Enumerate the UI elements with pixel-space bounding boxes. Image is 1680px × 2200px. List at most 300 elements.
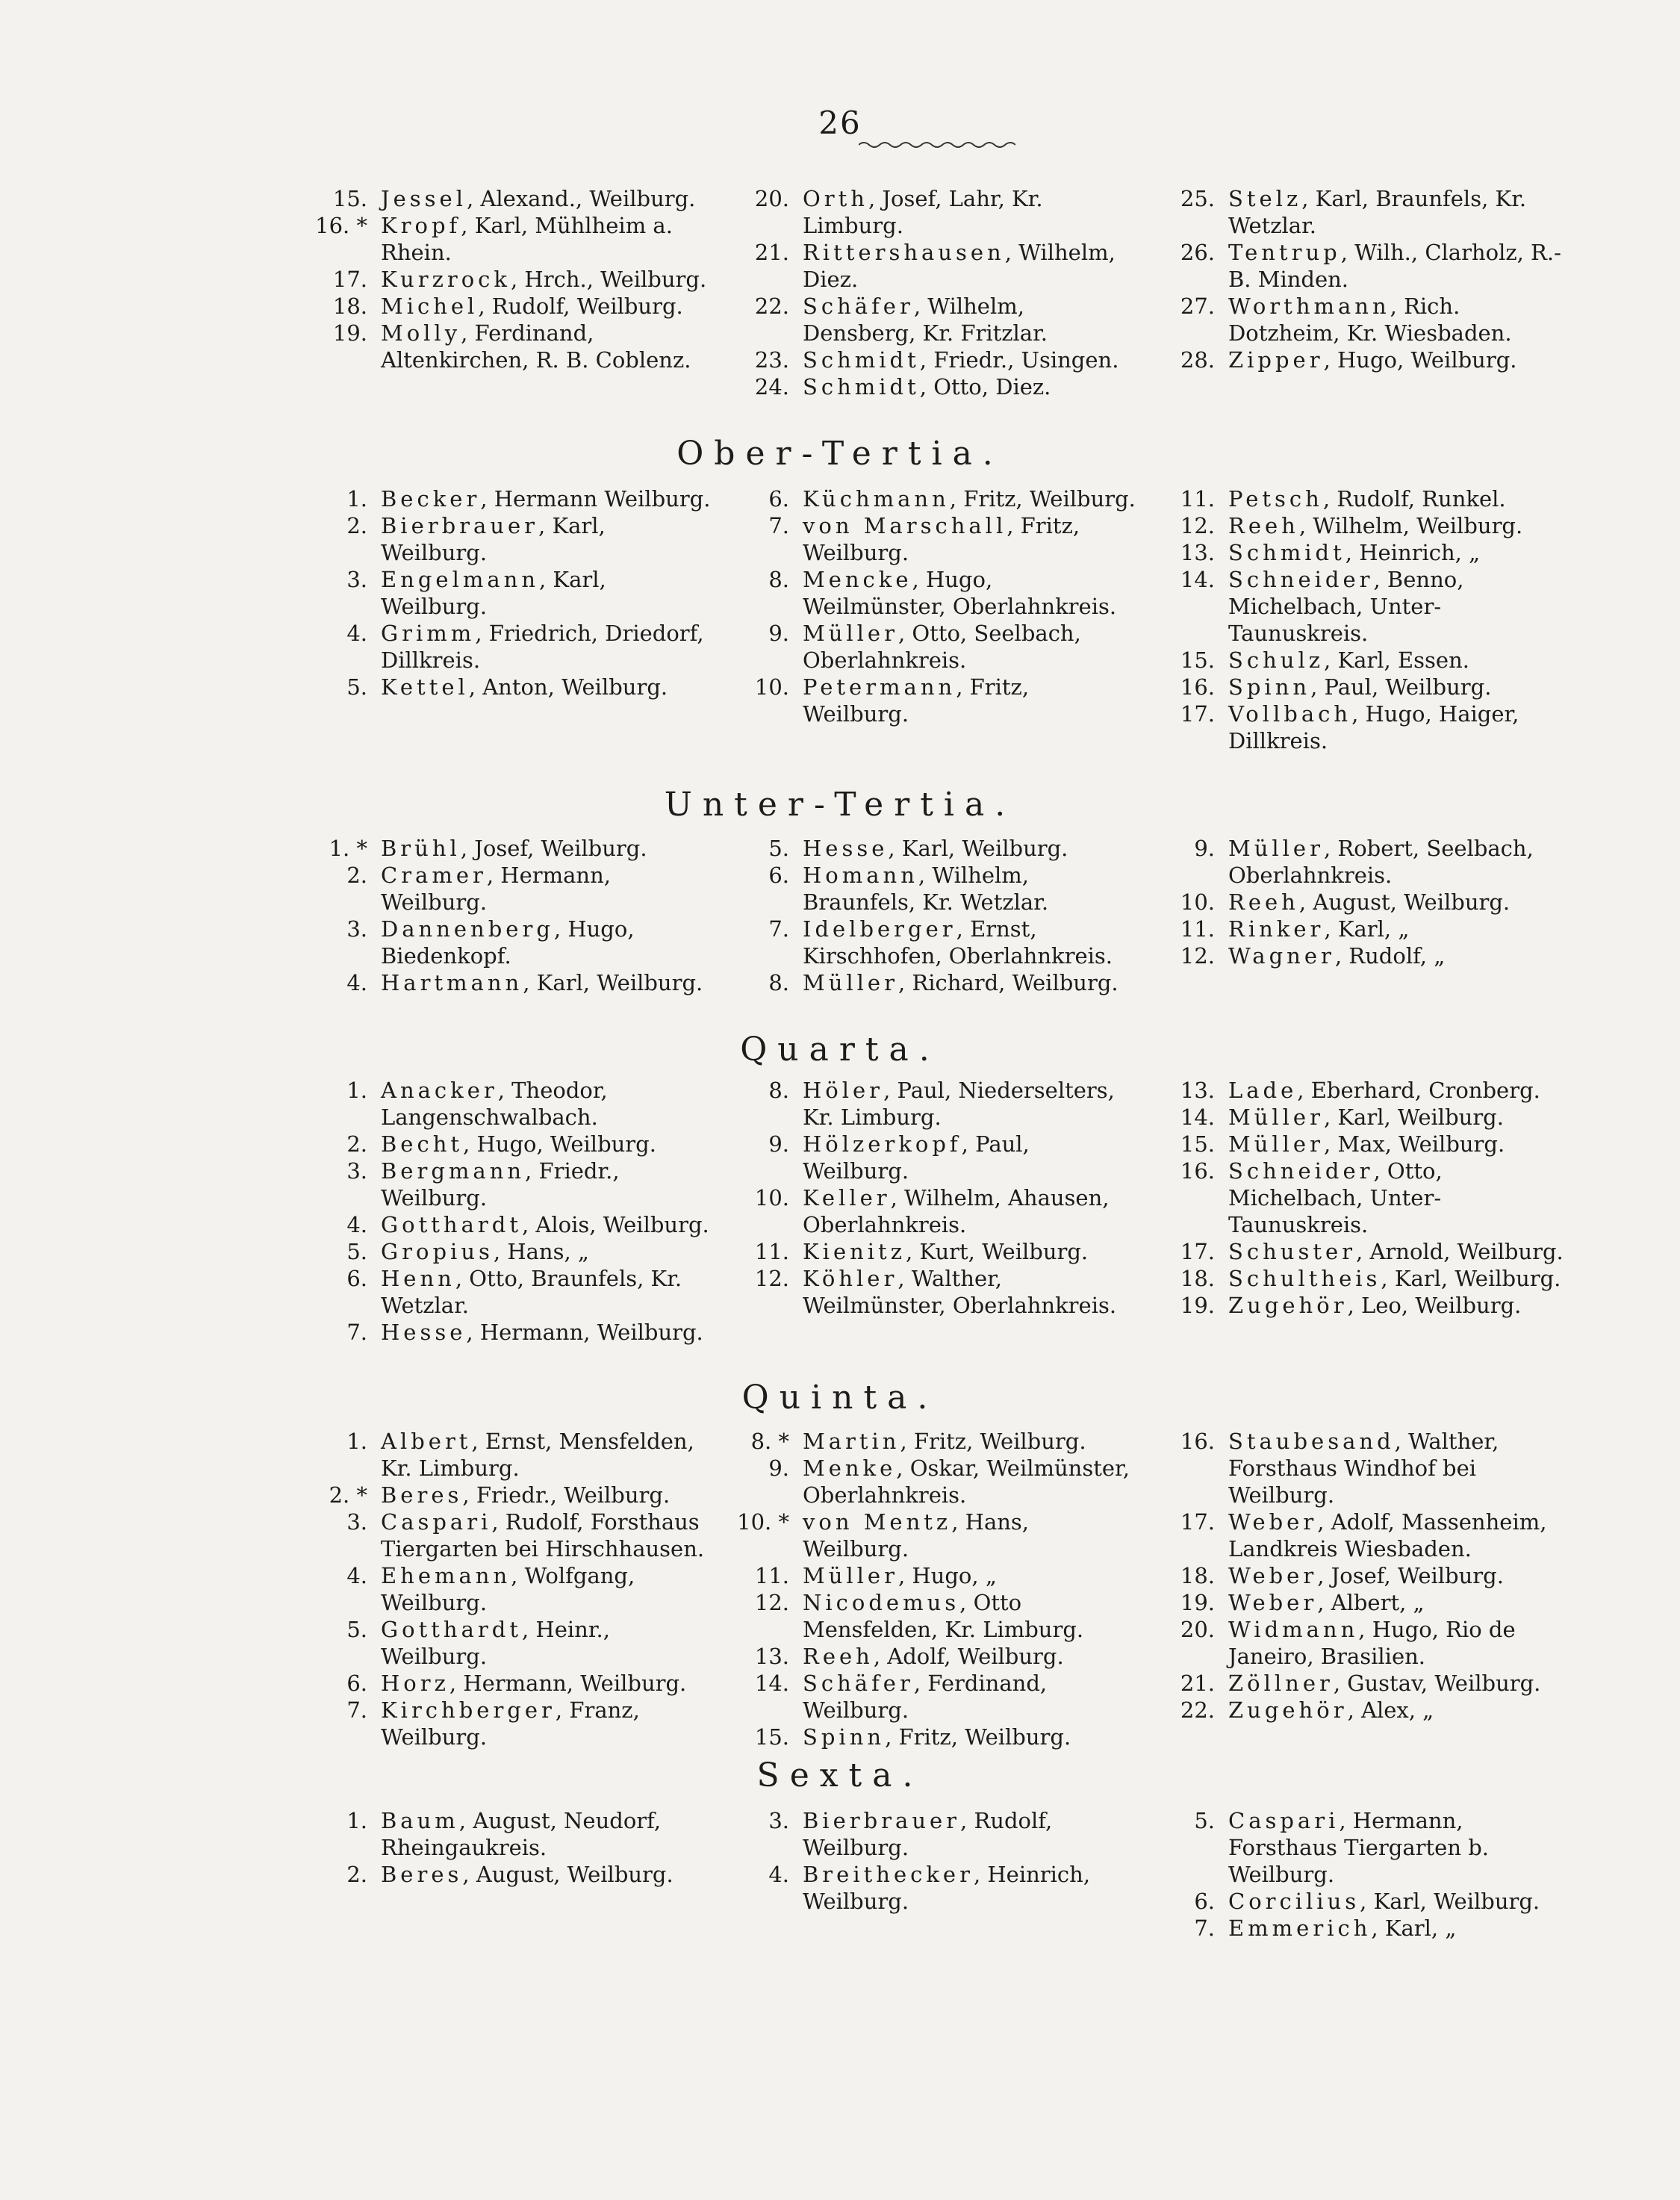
details: , Wilhelm, Weilburg. — [1298, 513, 1523, 538]
student-entry — [1161, 1158, 1564, 1238]
student-entry — [1161, 1888, 1564, 1915]
details: , Karl, Weilburg. — [888, 836, 1068, 861]
student-entry — [735, 1077, 1139, 1131]
entry-number: 26. — [1180, 240, 1215, 265]
surname: Gotthardt — [381, 1212, 522, 1237]
details: , Ernst, Mensfelden, Kr. Limburg. — [381, 1429, 694, 1481]
details: , Fritz, Weilburg. — [900, 1429, 1086, 1454]
student-entry — [314, 185, 717, 212]
entry-number: 8. * — [750, 1429, 789, 1454]
student-entry — [1161, 1131, 1564, 1158]
entry-number: 14. — [754, 1671, 789, 1696]
details: , Fritz, Weilburg. — [885, 1724, 1071, 1750]
entry-number: 8. — [768, 567, 789, 592]
surname: Nicodemus — [803, 1590, 960, 1615]
student-entry — [735, 835, 1139, 862]
student-entry — [1161, 566, 1564, 647]
entry-number: 2. — [346, 1862, 367, 1887]
student-entry — [314, 266, 717, 293]
surname: Köhler — [803, 1266, 898, 1291]
details: , Karl, Weilburg. — [381, 567, 606, 619]
student-entry — [735, 1131, 1139, 1184]
details: , Ernst, Kirschhofen, Oberlahnkreis. — [803, 916, 1113, 969]
student-entry — [735, 1643, 1139, 1670]
student-entry — [1161, 1697, 1564, 1724]
surname: Petermann — [803, 674, 956, 700]
surname: Weber — [1228, 1590, 1318, 1615]
section-title-ober-tertia: Ober-Tertia. — [676, 435, 1004, 473]
surname: Kropf — [381, 213, 461, 238]
details: , Hrch., Weilburg. — [510, 267, 707, 292]
surname: Brühl — [381, 836, 461, 861]
surname: Emmerich — [1228, 1915, 1372, 1941]
details: , Arnold, Weilburg. — [1356, 1239, 1564, 1264]
entry-number: 7. — [1194, 1915, 1215, 1941]
entry-number: 4. — [346, 1212, 367, 1237]
student-entry — [314, 969, 717, 996]
entry-number: 11. — [754, 1239, 789, 1264]
entry-number: 14. — [1180, 1104, 1215, 1130]
student-entry — [1161, 1508, 1564, 1562]
surname: Molly — [381, 320, 461, 346]
entry-number: 8. — [768, 1078, 789, 1103]
entry-number: 16. — [1180, 1158, 1215, 1184]
surname: Schäfer — [803, 293, 914, 319]
student-entry — [735, 485, 1139, 512]
entry-number: 12. — [1180, 513, 1215, 538]
surname: Dannenberg — [381, 916, 554, 942]
surname: Rinker — [1228, 916, 1325, 942]
details: , Richard, Weilburg. — [897, 970, 1119, 995]
student-entry — [735, 1724, 1139, 1750]
entry-number: 11. — [1180, 486, 1215, 512]
details: , Wolfgang, Weilburg. — [381, 1563, 635, 1615]
entry-number: 3. — [346, 567, 367, 592]
surname: Bierbrauer — [381, 513, 539, 538]
entry-number: 4. — [346, 970, 367, 995]
surname: Bierbrauer — [803, 1808, 961, 1833]
student-entry — [735, 1589, 1139, 1643]
entry-number: 16. * — [315, 213, 367, 238]
student-entry — [1161, 1077, 1564, 1104]
student-entry — [314, 862, 717, 916]
entry-number: 12. — [1180, 943, 1215, 969]
surname: Schuster — [1228, 1239, 1357, 1264]
surname: Idelberger — [803, 916, 956, 942]
surname: Baum — [381, 1808, 459, 1833]
details: , Otto, Braunfels, Kr. Wetzlar. — [381, 1266, 682, 1318]
entry-number: 19. — [1180, 1293, 1215, 1318]
surname: Schmidt — [803, 347, 920, 373]
details: , Hermann, Weilburg. — [466, 1320, 703, 1345]
column — [735, 185, 1139, 400]
surname: Schultheis — [1228, 1266, 1381, 1291]
entry-number: 9. — [1194, 836, 1215, 861]
surname: Becht — [381, 1131, 464, 1157]
details: , Walther, Weilmünster, Oberlahnkreis. — [803, 1266, 1117, 1318]
column — [1161, 485, 1564, 754]
column — [735, 1077, 1139, 1319]
details: , Karl, Weilburg. — [1360, 1889, 1540, 1914]
entry-number: 6. — [768, 863, 789, 888]
entry-number: 4. — [346, 1563, 367, 1588]
entry-number: 16. — [1180, 674, 1215, 700]
entry-number: 6. — [346, 1266, 367, 1291]
details: , August, Neudorf, Rheingaukreis. — [381, 1808, 662, 1860]
entry-number: 1. — [346, 1078, 367, 1103]
surname: Horz — [381, 1671, 449, 1696]
entry-number: 5. — [346, 1239, 367, 1264]
surname: Beres — [381, 1862, 463, 1887]
surname: Spinn — [1228, 674, 1311, 700]
surname: Ehemann — [381, 1563, 511, 1588]
surname: Hartmann — [381, 970, 523, 995]
surname: Schmidt — [1228, 540, 1345, 565]
surname: von Marschall — [803, 513, 1007, 538]
entry-number: 7. — [346, 1320, 367, 1345]
entry-number: 18. — [1180, 1266, 1215, 1291]
student-entry — [314, 1238, 717, 1265]
details: , Hermann, Forsthaus Tiergarten b. Weilburg. — [1228, 1808, 1489, 1887]
surname: Cramer — [381, 863, 487, 888]
student-entry — [314, 916, 717, 969]
entry-number: 6. — [768, 486, 789, 512]
student-entry — [735, 1184, 1139, 1238]
entry-number: 7. — [768, 513, 789, 538]
entry-number: 17. — [1180, 1239, 1215, 1264]
entry-number: 10. — [754, 674, 789, 700]
details: , Rudolf, Weilburg. — [478, 293, 683, 319]
student-entry — [735, 1670, 1139, 1724]
column — [735, 485, 1139, 727]
entry-number: 3. — [346, 1509, 367, 1535]
entry-number: 21. — [1180, 1671, 1215, 1696]
student-entry — [1161, 1616, 1564, 1670]
entry-number: 17. — [1180, 701, 1215, 727]
surname: Müller — [803, 621, 898, 646]
details: , Hugo, Weilmünster, Oberlahnkreis. — [803, 567, 1117, 619]
surname: Engelmann — [381, 567, 539, 592]
student-entry — [314, 485, 717, 512]
entry-number: 28. — [1180, 347, 1215, 373]
student-entry — [1161, 1265, 1564, 1292]
student-entry — [735, 293, 1139, 347]
entry-number: 2. — [346, 863, 367, 888]
surname: Hölzerkopf — [803, 1131, 962, 1157]
entry-number: 22. — [754, 293, 789, 319]
student-entry — [1161, 512, 1564, 539]
column — [735, 835, 1139, 996]
surname: Keller — [803, 1185, 891, 1211]
details: , Fritz, Weilburg. — [803, 674, 1030, 727]
details: , August, Weilburg. — [462, 1862, 673, 1887]
surname: Rittershausen — [803, 240, 1005, 265]
details: , Paul, Niederselters, Kr. Limburg. — [803, 1078, 1115, 1130]
surname: Stelz — [1228, 186, 1302, 211]
surname: Kienitz — [803, 1239, 906, 1264]
details: , Hermann, Weilburg. — [449, 1671, 687, 1696]
surname: Caspari — [1228, 1808, 1340, 1833]
section-title-sexta: Sexta. — [756, 1756, 924, 1795]
surname: Mencke — [803, 567, 912, 592]
student-entry — [1161, 835, 1564, 889]
student-entry — [1161, 1104, 1564, 1131]
surname: Becker — [381, 486, 481, 512]
details: , Karl, Weilburg. — [523, 970, 703, 995]
surname: Jessel — [381, 186, 467, 211]
surname: Martin — [803, 1429, 900, 1454]
student-entry — [314, 566, 717, 620]
entry-number: 14. — [1180, 567, 1215, 592]
student-entry — [314, 1616, 717, 1670]
surname: Kettel — [381, 674, 469, 700]
details: , Alexand., Weilburg. — [467, 186, 696, 211]
details: , Oskar, Weilmünster, Oberlahnkreis. — [803, 1455, 1130, 1508]
entry-number: 4. — [768, 1862, 789, 1887]
student-entry — [314, 620, 717, 674]
entry-number: 10. — [754, 1185, 789, 1211]
details: , Rudolf, Forsthaus Tiergarten bei Hirschhausen. — [381, 1509, 705, 1562]
student-entry — [1161, 1915, 1564, 1942]
surname: Schneider — [1228, 567, 1374, 592]
details: , Rich. Dotzheim, Kr. Wiesbaden. — [1228, 293, 1512, 346]
details: , Rudolf, Weilburg. — [803, 1808, 1053, 1860]
details: , Fritz, Weilburg. — [949, 486, 1136, 512]
student-entry — [1161, 1670, 1564, 1697]
entry-number: 9. — [768, 1455, 789, 1481]
student-entry — [735, 566, 1139, 620]
surname: Grimm — [381, 621, 476, 646]
student-entry — [1161, 539, 1564, 566]
student-entry — [314, 212, 717, 266]
details: , Heinr., Weilburg. — [381, 1617, 610, 1669]
surname: Müller — [803, 1563, 898, 1588]
entry-number: 4. — [346, 621, 367, 646]
student-entry — [735, 1562, 1139, 1589]
entry-number: 24. — [754, 374, 789, 400]
student-entry — [735, 373, 1139, 400]
student-entry — [735, 862, 1139, 916]
student-entry — [735, 239, 1139, 293]
student-entry — [735, 185, 1139, 239]
student-entry — [1161, 1292, 1564, 1319]
section-title-unter-tertia: Unter-Tertia. — [664, 786, 1016, 824]
surname: Schulz — [1228, 647, 1325, 673]
surname: Lade — [1228, 1078, 1298, 1103]
student-entry — [1161, 239, 1564, 293]
details: , Leo, Weilburg. — [1347, 1293, 1522, 1318]
column — [314, 1077, 717, 1346]
student-entry — [314, 1861, 717, 1888]
student-entry — [314, 1562, 717, 1616]
student-entry — [1161, 674, 1564, 700]
student-entry — [314, 1482, 717, 1508]
column — [314, 485, 717, 700]
entry-number: 6. — [1194, 1889, 1215, 1914]
student-entry — [735, 620, 1139, 674]
entry-number: 9. — [768, 1131, 789, 1157]
surname: Spinn — [803, 1724, 886, 1750]
ornament-wave — [859, 139, 1015, 151]
student-entry — [1161, 1807, 1564, 1888]
details: , Benno, Michelbach, Unter-Taunuskreis. — [1228, 567, 1464, 646]
student-entry — [735, 1861, 1139, 1915]
student-entry — [1161, 1562, 1564, 1589]
entry-number: 5. — [346, 674, 367, 700]
details: , Wilhelm, Diez. — [803, 240, 1116, 292]
student-entry — [314, 1158, 717, 1211]
entry-number: 8. — [768, 970, 789, 995]
student-entry — [1161, 647, 1564, 674]
surname: Reeh — [803, 1644, 874, 1669]
student-entry — [1161, 916, 1564, 942]
entry-number: 3. — [346, 1158, 367, 1184]
surname: Staubesand — [1228, 1429, 1395, 1454]
student-entry — [314, 1697, 717, 1750]
surname: Schäfer — [803, 1671, 914, 1696]
surname: Zipper — [1228, 347, 1324, 373]
surname: Müller — [803, 970, 898, 995]
entry-number: 15. — [1180, 1131, 1215, 1157]
entry-number: 20. — [754, 186, 789, 211]
entry-number: 10. — [1180, 889, 1215, 915]
entry-number: 6. — [346, 1671, 367, 1696]
details: , Heinrich, Weilburg. — [803, 1862, 1091, 1914]
surname: Zugehör — [1228, 1293, 1348, 1318]
details: , Karl, „ — [1324, 916, 1410, 942]
column — [735, 1807, 1139, 1915]
entry-number: 1. — [346, 1429, 367, 1454]
student-entry — [314, 1428, 717, 1482]
entry-number: 17. — [1180, 1509, 1215, 1535]
surname: Breithecker — [803, 1862, 974, 1887]
student-entry — [314, 1319, 717, 1346]
entry-number: 19. — [332, 320, 367, 346]
student-entry — [314, 320, 717, 373]
details: , Kurt, Weilburg. — [906, 1239, 1089, 1264]
surname: Zöllner — [1228, 1671, 1334, 1696]
surname: Zugehör — [1228, 1697, 1348, 1723]
surname: Vollbach — [1228, 701, 1352, 727]
surname: Müller — [1228, 836, 1324, 861]
entry-number: 25. — [1180, 186, 1215, 211]
surname: Reeh — [1228, 513, 1299, 538]
column — [1161, 835, 1564, 969]
surname: Gropius — [381, 1239, 494, 1264]
student-entry — [735, 1455, 1139, 1508]
surname: Widmann — [1228, 1617, 1359, 1642]
details: , Wilh., Clarholz, R.-B. Minden. — [1228, 240, 1561, 292]
details: , Gustav, Weilburg. — [1333, 1671, 1541, 1696]
column — [735, 1428, 1139, 1750]
details: , Josef, Weilburg. — [460, 836, 647, 861]
student-entry — [1161, 700, 1564, 754]
student-entry — [314, 293, 717, 320]
surname: Höler — [803, 1078, 884, 1103]
details: , Eberhard, Cronberg. — [1297, 1078, 1540, 1103]
details: , Heinrich, „ — [1345, 540, 1481, 565]
details: , Hugo, Rio de Janeiro, Brasilien. — [1228, 1617, 1516, 1669]
student-entry — [1161, 1589, 1564, 1616]
details: , Hugo, Weilburg. — [1323, 347, 1517, 373]
student-entry — [314, 1807, 717, 1861]
student-entry — [314, 1131, 717, 1158]
student-entry — [735, 1428, 1139, 1455]
details: , Alex, „ — [1347, 1697, 1434, 1723]
surname: Albert — [381, 1429, 472, 1454]
column — [1161, 1428, 1564, 1724]
student-entry — [314, 674, 717, 700]
entry-number: 13. — [754, 1644, 789, 1669]
entry-number: 27. — [1180, 293, 1215, 319]
entry-number: 17. — [332, 267, 367, 292]
details: , Hans, Weilburg. — [803, 1509, 1030, 1562]
entry-number: 15. — [1180, 647, 1215, 673]
column — [314, 185, 717, 373]
entry-number: 22. — [1180, 1697, 1215, 1723]
details: , Hugo, Weilburg. — [463, 1131, 656, 1157]
entry-number: 23. — [754, 347, 789, 373]
entry-number: 5. — [768, 836, 789, 861]
entry-number: 12. — [754, 1590, 789, 1615]
surname: Orth — [803, 186, 868, 211]
entry-number: 2. — [346, 513, 367, 538]
entry-number: 11. — [754, 1563, 789, 1588]
entry-number: 2. * — [329, 1482, 367, 1508]
details: , Friedr., Weilburg. — [381, 1158, 620, 1211]
entry-number: 21. — [754, 240, 789, 265]
surname: Anacker — [381, 1078, 498, 1103]
entry-number: 15. — [332, 186, 367, 211]
surname: Beres — [381, 1482, 463, 1508]
details: , Robert, Seelbach, Oberlahnkreis. — [1228, 836, 1534, 888]
student-entry — [314, 1077, 717, 1131]
surname: Müller — [1228, 1131, 1324, 1157]
student-entry — [1161, 889, 1564, 916]
surname: Henn — [381, 1266, 455, 1291]
details: , Alois, Weilburg. — [521, 1212, 709, 1237]
student-entry — [314, 512, 717, 566]
section-title-quinta: Quinta. — [741, 1379, 939, 1417]
column — [314, 835, 717, 996]
surname: von Mentz — [803, 1509, 952, 1535]
entry-number: 19. — [1180, 1590, 1215, 1615]
surname: Weber — [1228, 1563, 1318, 1588]
surname: Hesse — [381, 1320, 467, 1345]
surname: Petsch — [1228, 486, 1323, 512]
details: , Friedr., Usingen. — [919, 347, 1119, 373]
details: , Karl, Weilburg. — [1323, 1104, 1504, 1130]
details: , Anton, Weilburg. — [468, 674, 668, 700]
column — [1161, 1077, 1564, 1319]
details: , Paul, Weilburg. — [803, 1131, 1030, 1184]
surname: Menke — [803, 1455, 897, 1481]
column — [314, 1428, 717, 1750]
details: , Karl, Braunfels, Kr. Wetzlar. — [1228, 186, 1527, 238]
student-entry — [735, 1508, 1139, 1562]
details: , Albert, „ — [1317, 1590, 1425, 1615]
student-entry — [314, 835, 717, 862]
details: , Karl, Essen. — [1324, 647, 1469, 673]
details: , Friedr., Weilburg. — [462, 1482, 671, 1508]
student-entry — [1161, 1238, 1564, 1265]
entry-number: 12. — [754, 1266, 789, 1291]
entry-number: 1. — [346, 1808, 367, 1833]
surname: Gotthardt — [381, 1617, 522, 1642]
details: , Otto Mensfelden, Kr. Limburg. — [803, 1590, 1084, 1642]
surname: Küchmann — [803, 486, 950, 512]
details: , August, Weilburg. — [1298, 889, 1511, 915]
